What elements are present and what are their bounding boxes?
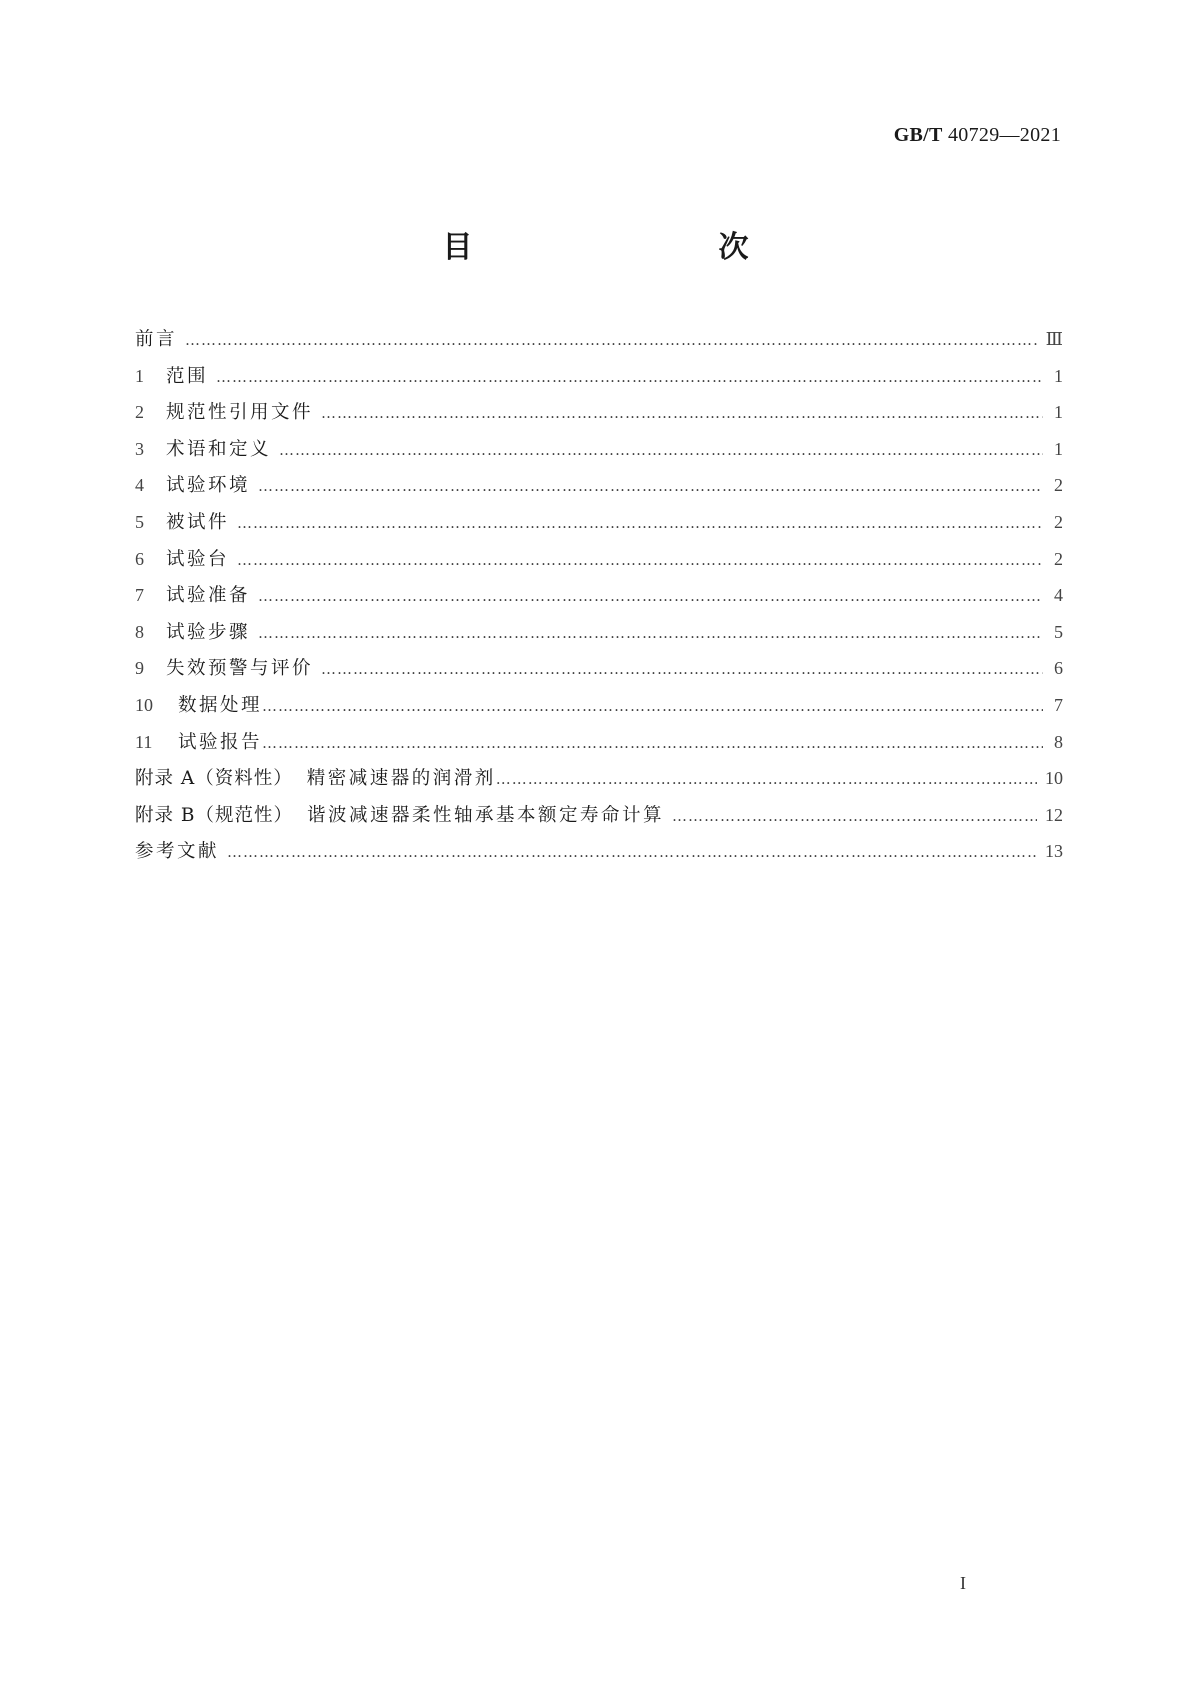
toc-leader-dots (258, 477, 1043, 495)
standard-code (894, 124, 1061, 147)
toc-entry-label: 谐波减速器柔性轴承基本额定寿命计算 (306, 804, 664, 826)
toc-entry-number: 7 (135, 585, 144, 606)
toc-entry-number: 1 (135, 365, 144, 386)
toc-entry-appendix-a[interactable] (135, 764, 1063, 801)
toc-leader-dots (237, 551, 1043, 569)
toc-entry-number: 11 (135, 731, 153, 752)
toc-entry-number: 9 (135, 658, 144, 679)
toc-entry-number: 4 (135, 475, 144, 496)
toc-appendix-tag: 附录 A（资料性） (135, 768, 293, 790)
toc-leader-dots (258, 624, 1043, 642)
toc-entry-number: 2 (135, 402, 144, 423)
toc-leader-dots (262, 734, 1043, 752)
toc-entry-label: 试验台 (166, 548, 230, 570)
toc-entry-2[interactable] (135, 398, 1063, 435)
toc-entry-page: 4 (1054, 585, 1063, 606)
toc-entry-page: 10 (1045, 768, 1063, 789)
toc-entry-label: 试验准备 (166, 585, 251, 607)
page-title: 目 次 (442, 230, 811, 265)
toc-entry-foreword[interactable] (135, 325, 1063, 362)
toc-entry-number: 8 (135, 621, 144, 642)
toc-entry-label: 试验步骤 (166, 621, 251, 643)
toc-entry-label: 参考文献 (135, 841, 220, 863)
toc-entry-page: 1 (1054, 438, 1063, 459)
toc-entry-page: 1 (1054, 365, 1063, 386)
toc-entry-label: 精密减速器的润滑剂 (306, 768, 496, 790)
toc-entry-label: 数据处理 (178, 694, 263, 716)
toc-leader-dots (672, 807, 1037, 825)
toc-entry-label: 试验环境 (166, 475, 251, 497)
toc-leader-dots (216, 368, 1043, 386)
toc-entry-page: 5 (1054, 621, 1063, 642)
toc-leader-dots (496, 770, 1037, 788)
toc-entry-label: 试验报告 (178, 731, 263, 753)
toc-entry-3[interactable] (135, 435, 1063, 472)
toc-entry-number: 6 (135, 548, 144, 569)
toc-leader-dots (237, 514, 1043, 532)
toc-entry-references[interactable] (135, 837, 1063, 874)
toc-entry-1[interactable] (135, 362, 1063, 399)
toc-appendix-tag: 附录 B（规范性） (135, 804, 293, 826)
toc-entry-label: 范围 (166, 365, 209, 387)
table-of-contents (135, 325, 1063, 874)
toc-entry-11[interactable] (135, 728, 1063, 765)
toc-leader-dots (279, 441, 1043, 459)
toc-entry-10[interactable] (135, 691, 1063, 728)
toc-entry-number: 5 (135, 511, 144, 532)
toc-entry-page: 7 (1054, 694, 1063, 715)
toc-entry-5[interactable] (135, 508, 1063, 545)
standard-prefix: GB/T (893, 124, 943, 146)
toc-entry-page: 2 (1054, 548, 1063, 569)
toc-entry-7[interactable] (135, 581, 1063, 618)
toc-leader-dots (262, 697, 1043, 715)
toc-entry-label: 术语和定义 (166, 438, 272, 460)
toc-entry-6[interactable] (135, 545, 1063, 582)
toc-entry-number: 10 (135, 694, 153, 715)
toc-entry-label: 被试件 (166, 511, 230, 533)
toc-entry-9[interactable] (135, 654, 1063, 691)
toc-entry-page: 2 (1054, 475, 1063, 496)
toc-entry-4[interactable] (135, 471, 1063, 508)
toc-leader-dots (321, 404, 1043, 422)
toc-entry-page: 2 (1054, 511, 1063, 532)
toc-entry-page: 12 (1045, 804, 1063, 825)
standard-number: 40729—2021 (948, 124, 1061, 146)
toc-leader-dots (258, 587, 1043, 605)
toc-entry-appendix-b[interactable] (135, 801, 1063, 838)
toc-entry-page: 1 (1054, 402, 1063, 423)
toc-entry-page: 13 (1045, 841, 1063, 862)
toc-entry-label: 失效预警与评价 (166, 658, 314, 680)
toc-entry-label: 规范性引用文件 (166, 402, 314, 424)
toc-entry-number: 3 (135, 438, 144, 459)
toc-leader-dots (185, 331, 1038, 349)
toc-leader-dots (227, 843, 1037, 861)
toc-entry-page: 8 (1054, 731, 1063, 752)
toc-entry-page: Ⅲ (1045, 329, 1063, 349)
toc-leader-dots (321, 660, 1043, 678)
toc-entry-8[interactable] (135, 618, 1063, 655)
toc-entry-label: 前言 (135, 329, 178, 350)
page-number: I (960, 1573, 966, 1593)
toc-entry-page: 6 (1054, 658, 1063, 679)
